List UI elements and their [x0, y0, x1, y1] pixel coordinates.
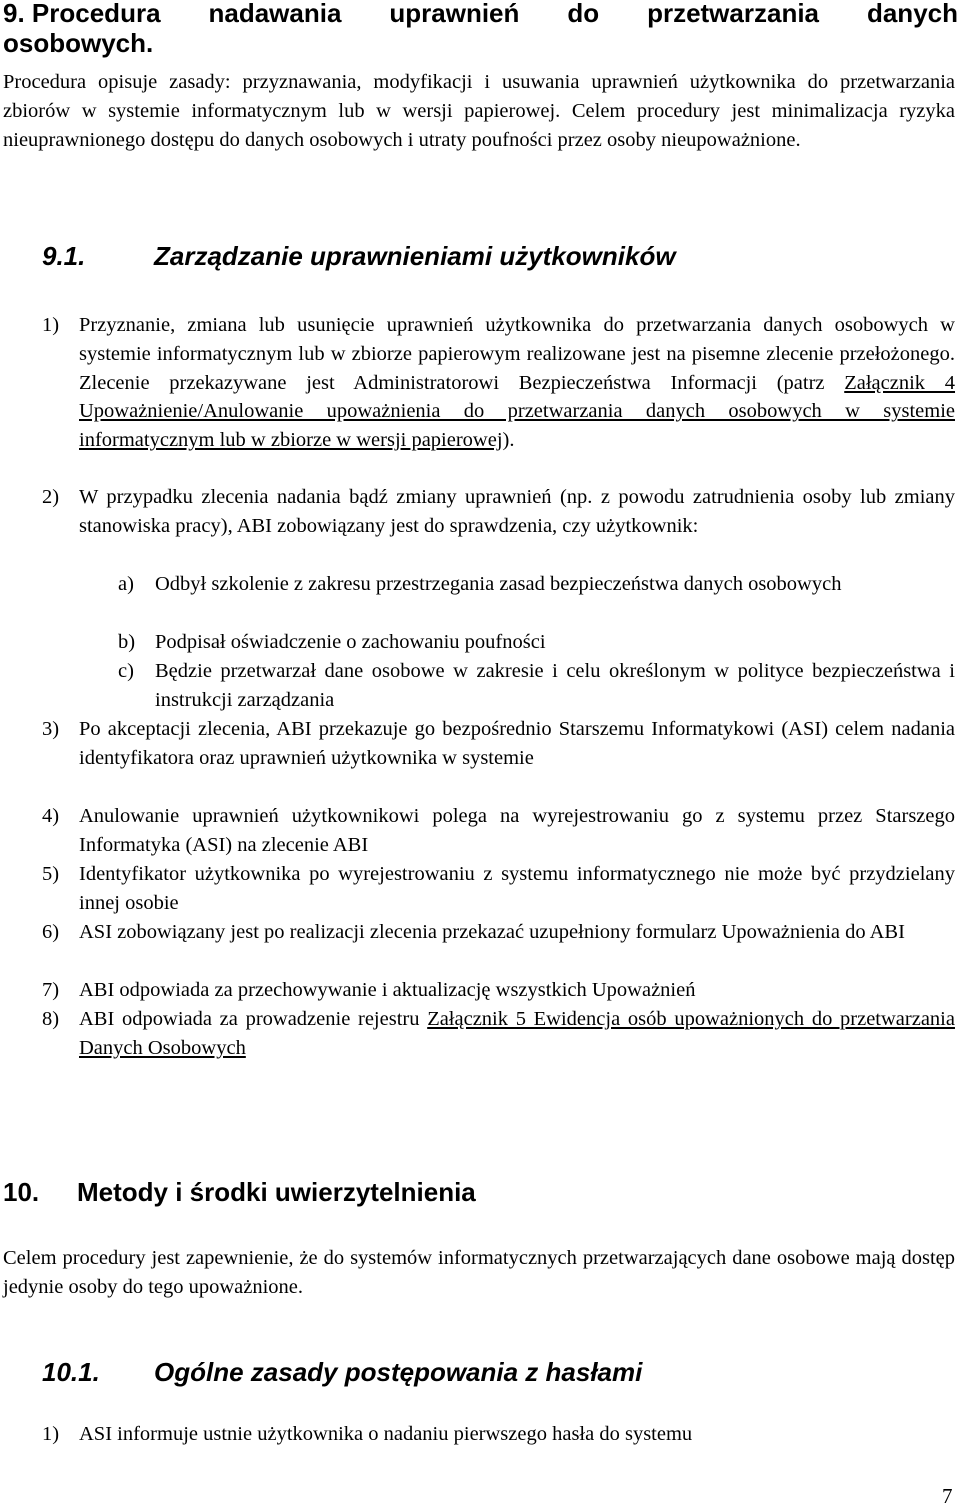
list-marker: 3) [42, 718, 60, 740]
section-9-number-word: 9. Procedura [3, 0, 161, 28]
sub-list-item [118, 628, 955, 657]
list-item [42, 802, 955, 860]
heading-word: uprawnień [389, 0, 520, 28]
list-marker: 4) [42, 805, 60, 827]
sub-list-marker: a) [118, 573, 134, 595]
section-number: 9.1. [42, 241, 86, 271]
list-marker: 1) [42, 314, 60, 336]
list-item [42, 860, 955, 918]
page-number: 7 [942, 1484, 953, 1508]
section-10-heading [3, 1177, 903, 1207]
list-item [42, 715, 955, 773]
section-9-1-heading [42, 241, 942, 271]
sub-list-marker: b) [118, 631, 136, 653]
list-marker: 1) [42, 1423, 60, 1445]
list-item [42, 976, 955, 1005]
list-text: ). [502, 429, 515, 452]
section-title: Metody i środki uwierzytelnienia [77, 1177, 476, 1207]
list-marker: 2) [42, 486, 60, 508]
list-item [42, 918, 955, 947]
list-item [42, 311, 955, 455]
list-text: W przypadku zlecenia nadania bądź zmiany uprawnień (np. z powodu zatrudnienia osoby lub zmiany stanowiska pracy), ABI zobowiązany jest do sprawdzenia, czy użytkownik: [79, 486, 955, 537]
sub-list-item [118, 570, 955, 599]
section-number: 10.1. [42, 1357, 100, 1387]
attachment-4-link[interactable]: Załącznik 4 Upoważnienie/Anulowanie upoważnienia do przetwarzania danych osobowych w systemie informatycznym lub w zbiorze w wersji papierowej [79, 371, 956, 452]
heading-word: danych [866, 0, 958, 28]
section-number: 10. [3, 1177, 40, 1207]
sub-list-item [118, 657, 955, 715]
list-text: ASI informuje ustnie użytkownika o nadaniu pierwszego hasła do systemu [79, 1423, 693, 1445]
list-text: ABI odpowiada za prowadzenie rejestru [79, 1008, 428, 1030]
heading-word: nadawania [208, 0, 342, 28]
section-10-intro: Celem procedury jest zapewnienie, że do systemów informatycznych przetwarzających dane osobowe mają dostęp jedynie osoby do tego upoważnione. [3, 1247, 955, 1298]
heading-word: do [567, 0, 600, 28]
section-9-heading [3, 0, 958, 58]
section-9-intro: Procedura opisuje zasady: przyznawania, modyfikacji i usuwania uprawnień użytkownika do przetwarzania zbiorów w systemie informatycznym lub w wersji papierowej. Celem procedury jest minimalizacja ryzyka nieuprawnionego dostępu do danych osobowych i utraty poufności przez osoby nieupoważnione. [3, 71, 955, 151]
list-marker: 5) [42, 863, 60, 885]
section-title: Zarządzanie uprawnieniami użytkowników [154, 241, 676, 271]
section-9-heading-line1 [3, 0, 958, 28]
heading-word: przetwarzania [647, 0, 820, 28]
list-marker: 8) [42, 1008, 60, 1030]
section-10-1-heading [42, 1357, 942, 1387]
sub-list-marker: c) [118, 660, 134, 682]
sub-list-text: Podpisał oświadczenie o zachowaniu poufności [155, 631, 546, 653]
list-text: ABI odpowiada za przechowywanie i aktualizację wszystkich Upoważnień [79, 979, 696, 1001]
list-text: ASI zobowiązany jest po realizacji zlecenia przekazać uzupełniony formularz Upoważnienia do ABI [79, 921, 905, 943]
list-marker: 6) [42, 921, 60, 943]
attachment-5-link[interactable]: Załącznik 5 Ewidencja osób upoważnionych do przetwarzania Danych Osobowych [79, 1008, 955, 1059]
list-text: Identyfikator użytkownika po wyrejestrowaniu z systemu informatycznego nie może być przydzielany innej osobie [79, 863, 955, 914]
list-item [42, 483, 955, 541]
section-9-heading-line2: osobowych. [3, 28, 154, 58]
list-item [42, 1420, 955, 1449]
list-item [42, 1005, 955, 1063]
sub-list-text: Będzie przetwarzał dane osobowe w zakresie i celu określonym w polityce bezpieczeństwa i instrukcji zarządzania [155, 660, 955, 711]
list-text: Po akceptacji zlecenia, ABI przekazuje go bezpośrednio Starszemu Informatykowi (ASI) celem nadania identyfikatora oraz uprawnień użytkownika w systemie [79, 718, 955, 769]
list-text: Anulowanie uprawnień użytkownikowi polega na wyrejestrowaniu go z systemu przez Starszego Informatyka (ASI) na zlecenie ABI [79, 805, 955, 856]
section-title: Ogólne zasady postępowania z hasłami [154, 1357, 643, 1387]
list-marker: 7) [42, 979, 60, 1001]
list-text: Przyznanie, zmiana lub usunięcie uprawnień użytkownika do przetwarzania danych osobowych w systemie informatycznym lub w zbiorze papierowym realizowane jest na pisemne zlecenie przełożonego. Zlecenie przekazywane jest Administratorowi Bezpieczeństwa Informacji (patrz [79, 314, 955, 394]
sub-list-text: Odbył szkolenie z zakresu przestrzegania zasad bezpieczeństwa danych osobowych [155, 573, 842, 595]
